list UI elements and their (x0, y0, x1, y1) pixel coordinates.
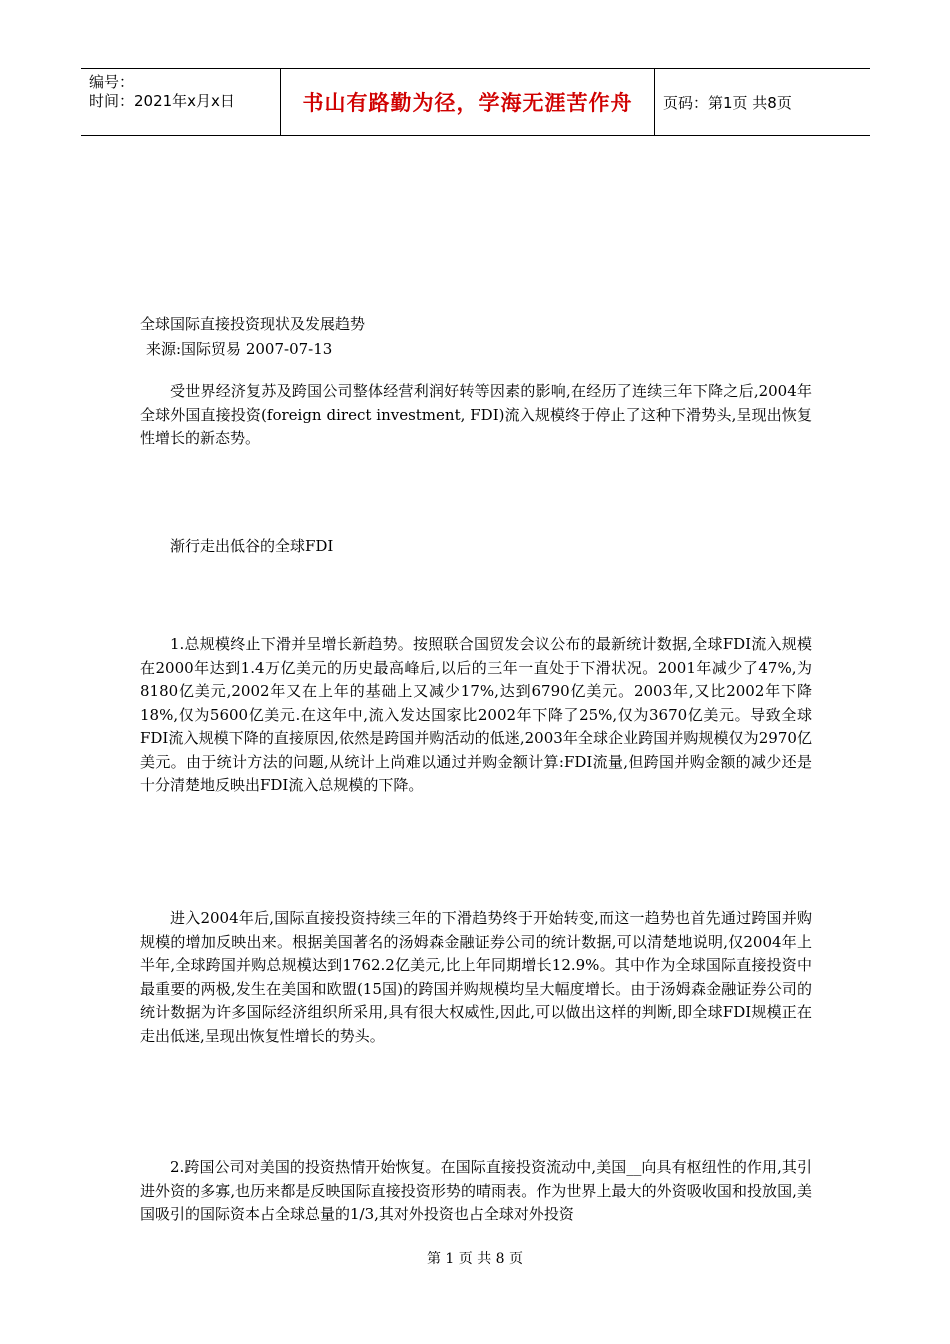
intro-paragraph: 受世界经济复苏及跨国公司整体经营利润好转等因素的影响,在经历了连续三年下降之后,2004年全球外国直接投资(foreign direct investment, FDI)流入规模终于停止了这种下滑势头,呈现出恢复性增长的新态势。 (140, 382, 812, 447)
body-paragraph-2: 进入2004年后,国际直接投资持续三年的下滑趋势终于开始转变,而这一趋势也首先通过跨国并购规模的增加反映出来。根据美国著名的汤姆森金融证券公司的统计数据,可以清楚地说明,仅2004年上半年,全球跨国并购总规模达到1762.2亿美元,比上年同期增长12.9%。其中作为全球国际直接投资中最重要的两极,发生在美国和欧盟(15国)的跨国并购规模均呈大幅度增长。由于汤姆森金融证券公司的统计数据为许多国际经济组织所采用,具有很大权威性,因此,可以做出这样的判断,即全球FDI规模正在走出低迷,呈现出恢复性增长的势头。 (140, 909, 812, 1045)
article-title: 全球国际直接投资现状及发展趋势 (140, 315, 366, 333)
motto-text: 书山有路勤为径，学海无涯苦作舟 (302, 91, 633, 115)
body-paragraph-1: 1.总规模终止下滑并呈增长新趋势。按照联合国贸发会议公布的最新统计数据,全球FDI流入规模在2000年达到1.4万亿美元的历史最高峰后,以后的三年一直处于下滑状况。2001年减少了47%,为8180亿美元,2002年又在上年的基础上又减少17%,达到6790亿美元。2003年,又比2002年下降18%,仅为5600亿美元.在这年中,流入发达国家比2002年下降了25%,仅为3670亿美元。导致全球FDI流入规模下降的直接原因,依然是跨国并购活动的低迷,2003年全球企业跨国并购规模仅为2970亿美元。由于统计方法的问题,从统计上尚难以通过并购金额计算:FDI流量,但跨国并购金额的减少还是十分清楚地反映出FDI流入总规模的下降。 (140, 635, 812, 794)
header-meta-cell (81, 69, 281, 135)
article-source: 来源:国际贸易 2007-07-13 (146, 340, 333, 358)
document-header (81, 68, 870, 136)
time-label: 时间：2021年x月x日 (89, 92, 235, 110)
section-heading: 渐行走出低谷的全球FDI (170, 537, 334, 555)
body-paragraph-3: 2.跨国公司对美国的投资热情开始恢复。在国际直接投资流动中,美国__向具有枢纽性的作用,其引进外资的多寡,也历来都是反映国际直接投资形势的晴雨表。作为世界上最大的外资吸收国和投放国,美国吸引的国际资本占全球总量的1/3,其对外投资也占全球对外投资 (140, 1158, 812, 1223)
header-page-cell (655, 69, 870, 135)
number-label: 编号： (89, 73, 135, 91)
header-motto-cell (281, 69, 655, 135)
page-footer: 第 1 页 共 8 页 (426, 1251, 524, 1267)
page-info: 页码：第1页 共8页 (663, 93, 792, 112)
